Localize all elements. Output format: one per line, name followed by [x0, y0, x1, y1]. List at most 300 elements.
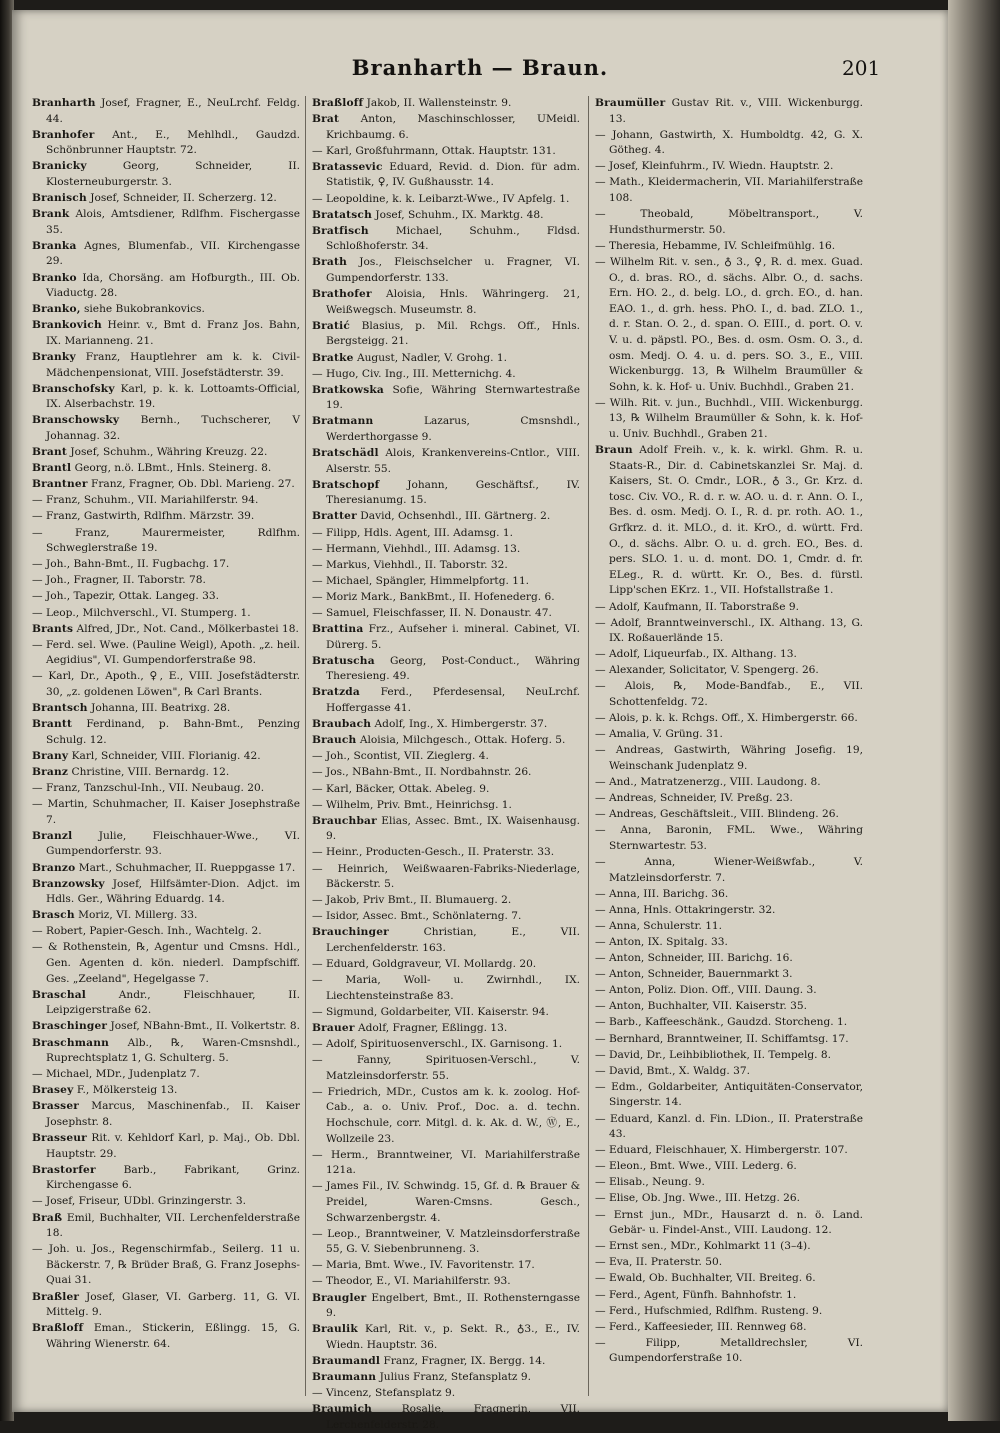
directory-entry: [32, 493, 300, 509]
entry-surname: Braschinger: [32, 1020, 108, 1033]
entry-surname: Bratassevic: [312, 160, 383, 173]
entry-surname: Bratatsch: [312, 208, 372, 221]
entry-details: Ferd., Pferdesensal, NeuLrchf. Hoffergasse 41.: [326, 686, 581, 715]
entry-details: — Leop., Branntweiner, V. Matzleinsdorferstraße 55, G. V. Siebenbrunneng. 3.: [312, 1227, 580, 1256]
directory-entry: [32, 924, 300, 940]
directory-entry: [595, 951, 863, 967]
entry-surname: Branz: [32, 765, 69, 778]
entry-details: — Alois, ℞, Mode-Bandfab., E., VII. Schottenfeldg. 72.: [595, 680, 863, 709]
entry-details: Engelbert, Bmt., II. Rothensterngasse 9.: [326, 1291, 580, 1320]
entry-surname: Branko: [32, 271, 77, 284]
entry-details: — Ewald, Ob. Buchhalter, VII. Breiteg. 6.: [595, 1272, 816, 1285]
entry-details: — Edm., Goldarbeiter, Antiquitäten-Conservator, Singerstr. 14.: [595, 1080, 863, 1109]
entry-details: — Sigmund, Goldarbeiter, VII. Kaiserstr. 94.: [312, 1005, 549, 1018]
entry-details: — Moriz Mark., BankBmt., II. Hofenederg. 6.: [312, 590, 555, 603]
directory-entry: [595, 1255, 863, 1271]
directory-entry: [595, 207, 863, 238]
entry-details: — Jos., NBahn-Bmt., II. Nordbahnstr. 26.: [312, 766, 532, 779]
directory-entry: [312, 1053, 580, 1084]
entry-details: Marcus, Maschinenfab., II. Kaiser Josephstr. 8.: [46, 1100, 300, 1128]
entry-details: Andr., Fleischhauer, II. Leipzigerstraße 62.: [46, 988, 300, 1017]
entry-surname: Braßloff: [312, 97, 364, 109]
directory-entry: [312, 255, 580, 286]
directory-entry: [595, 1175, 863, 1191]
entry-details: — Elisab., Neung. 9.: [595, 1176, 705, 1189]
directory-entry: [595, 396, 863, 443]
directory-entry: [595, 1239, 863, 1255]
directory-entry: [595, 727, 863, 743]
directory-entry: [595, 999, 863, 1015]
entry-surname: Braßler: [32, 1290, 80, 1303]
directory-entry: [595, 128, 863, 159]
directory-entry: [312, 957, 580, 973]
directory-entry: [32, 271, 300, 302]
entry-details: — Alexander, Solicitator, V. Spengerg. 26.: [595, 664, 819, 677]
entry-surname: Braubach: [312, 718, 372, 731]
directory-entry: [595, 887, 863, 903]
directory-entry: [312, 765, 580, 781]
entry-surname: Branicky: [32, 160, 87, 173]
entry-details: — Eduard, Kanzl. d. Fin. LDion., II. Praterstraße 43.: [595, 1112, 863, 1141]
page-number: 201: [842, 56, 881, 80]
entry-details: Ferdinand, p. Bahn-Bmt., Penzing Schulg. 12.: [46, 718, 300, 746]
directory-entry: [312, 224, 580, 255]
entry-details: — Joh., Bahn-Bmt., II. Fugbachg. 17.: [32, 558, 230, 571]
directory-entry: [595, 1143, 863, 1159]
entry-details: — Franz, Gastwirth, Rdlfhm. Märzstr. 39.: [32, 510, 255, 523]
directory-entry: [312, 1005, 580, 1021]
entry-details: Sofie, Währing Sternwartestraße 19.: [326, 383, 580, 412]
entry-details: — Wilhelm, Priv. Bmt., Heinrichsg. 1.: [312, 798, 512, 811]
entry-details: — Anton, Poliz. Dion. Off., VIII. Daung. 3.: [595, 984, 817, 997]
directory-entry: [312, 1258, 580, 1274]
directory-entry: [312, 1402, 580, 1433]
directory-entry: [312, 685, 580, 716]
directory-entry: [312, 590, 580, 606]
directory-entry: [312, 1386, 580, 1402]
directory-entry: [595, 823, 863, 854]
entry-details: Adolf Freih. v., k. k. wirkl. Ghm. R. u. Staats-R., Dir. d. Cabinetskanzlei Sr. Maj. d. Kaisers, St. O. Cmdr., LOR., ♁ 3., Gr. Krz. d. tosc. Civ. VO., R. d. r. w. AO. u. d. r. Ann. O. I., Bes. d. osm. Medj. O. I., R. d. pr. roth. AO. 1., Grfkrz. d. it. MLO., d. it. KrO., d. württ. Frd. O., d. sächs. Albr. O. u. d. grch. EO., Bes. d. pers. SLO. 1. u. d. mont. DO. 1, Cmdr. d. fr. ELeg., R. d. württ. Kr. O., Bes. d. fürstl. Lipp'schen EKrz. 1., VII. Hofstallstraße 1.: [609, 444, 863, 597]
directory-entry: [312, 606, 580, 622]
entry-details: Georg, Post-Conduct., Währing Theresieng. 49.: [326, 654, 580, 683]
directory-entry: [312, 574, 580, 590]
entry-details: Bernh., Tuchscherer, V Johannag. 32.: [46, 414, 300, 442]
directory-entry: [32, 669, 300, 700]
entry-details: Alb., ℞, Waren-Cmsnshdl., Ruprechtsplatz 1, G. Schulterg. 5.: [46, 1036, 301, 1065]
directory-entry: [312, 1037, 580, 1053]
entry-details: Christian, E., VII. Lerchenfelderstr. 163.: [326, 926, 580, 954]
entry-details: — Ferd., Hufschmied, Rdlfhm. Rusteng. 9.: [595, 1304, 823, 1317]
directory-entry: [595, 443, 863, 599]
entry-details: Franz, Fragner, Ob. Dbl. Marieng. 27.: [91, 478, 295, 491]
entry-details: Aloisia, Milchgesch., Ottak. Hoferg. 5.: [359, 734, 566, 747]
entry-details: Josef, Fragner, E., NeuLrchf. Feldg. 44.: [46, 97, 300, 125]
entry-surname: Brank: [32, 208, 70, 221]
entry-details: Franz, Fragner, IX. Bergg. 14.: [383, 1354, 546, 1367]
directory-entry: [32, 1099, 300, 1130]
directory-entry: [32, 908, 300, 924]
directory-entry: [312, 925, 580, 956]
entry-surname: Brantl: [32, 462, 72, 475]
directory-entry: [312, 112, 580, 143]
directory-entry: [312, 160, 580, 191]
entry-surname: Brauch: [312, 734, 357, 747]
entry-details: — Eva, II. Praterstr. 50.: [595, 1256, 723, 1269]
entry-surname: Brant: [32, 446, 67, 459]
entry-details: Elias, Assec. Bmt., IX. Waisenhausg. 9.: [326, 814, 580, 843]
directory-entry: [32, 1194, 300, 1210]
entry-details: — Josef, Friseur, UDbl. Grinzingerstr. 3.: [32, 1195, 246, 1208]
entry-details: Moriz, VI. Millerg. 33.: [78, 909, 198, 922]
entry-details: — Fanny, Spirituosen-Verschl., V. Matzleinsdorferstr. 55.: [312, 1054, 580, 1082]
directory-entry: [595, 1032, 863, 1048]
column-divider: [588, 96, 589, 1396]
entry-details: — Franz, Maurermeister, Rdlfhm. Schweglerstraße 19.: [32, 526, 300, 555]
directory-entry: [595, 1015, 863, 1031]
directory-entry: [595, 1080, 863, 1111]
entry-surname: Braschal: [32, 988, 87, 1001]
entry-details: — Ernst sen., MDr., Kohlmarkt 11 (3–4).: [595, 1240, 811, 1253]
entry-details: Adolf, Ing., X. Himbergerstr. 37.: [374, 718, 548, 731]
entry-details: Karl, Rit. v., p. Sekt. R., ♁3., E., IV. Wiedn. Hauptstr. 36.: [326, 1323, 580, 1351]
entry-details: — Filipp, Hdls. Agent, III. Adamsg. 1.: [312, 526, 514, 539]
directory-entry: [312, 1227, 580, 1258]
entry-details: — Heinrich, Weißwaaren-Fabriks-Niederlage, Bäckerstr. 5.: [312, 862, 580, 891]
entry-details: — Robert, Papier-Gesch. Inh., Wachtelg. 2.: [32, 925, 262, 938]
entry-details: Josef, NBahn-Bmt., II. Volkertstr. 8.: [110, 1020, 300, 1033]
entry-details: Jos., Fleischselcher u. Fragner, VI. Gumpendorferstr. 133.: [326, 256, 580, 285]
directory-entry: [32, 461, 300, 477]
directory-entry: [312, 862, 580, 893]
directory-entry: [32, 1290, 300, 1321]
entry-details: Franz, Hauptlehrer am k. k. Civil-Mädchenpensionat, VIII. Josefstädterstr. 39.: [46, 351, 300, 379]
directory-entry: [32, 96, 300, 127]
directory-entry: [312, 1291, 580, 1322]
entry-details: — Leopoldine, k. k. Leibarzt-Wwe., IV Apfelg. 1.: [312, 192, 570, 205]
directory-entry: [32, 1067, 300, 1083]
directory-entry: [32, 1211, 300, 1242]
entry-surname: Bratschopf: [312, 478, 380, 491]
entry-details: Mart., Schuhmacher, II. Rueppgasse 17.: [78, 861, 296, 874]
directory-entry: [312, 814, 580, 845]
directory-entry: [595, 1336, 863, 1367]
entry-surname: Braumandl: [312, 1354, 381, 1367]
entry-details: — Adolf, Kaufmann, II. Taborstraße 9.: [595, 600, 799, 613]
entry-details: — James Fil., IV. Schwindg. 15, Gf. d. ℞ Brauer & Preidel, Waren-Cmsns. Gesch., Schwarzenbergstr. 4.: [312, 1180, 580, 1224]
entry-details: — Anton, Buchhalter, VII. Kaiserstr. 35.: [595, 1000, 807, 1013]
entry-details: — Franz, Schuhm., VII. Mariahilferstr. 94.: [32, 494, 259, 507]
entry-details: — Anna, Hnls. Ottakringerstr. 32.: [595, 903, 776, 916]
directory-entry: [595, 159, 863, 175]
page-right-edge: [948, 0, 1000, 1421]
directory-entry: [595, 255, 863, 395]
entry-details: Aloisia, Hnls. Währingerg. 21, Weißwegsch. Museumstr. 8.: [326, 288, 580, 316]
directory-entry: [312, 144, 580, 160]
directory-entry: [32, 622, 300, 638]
entry-details: — Ferd., Kaffeesieder, III. Rennweg 68.: [595, 1320, 807, 1333]
entry-details: Anton, Maschinschlosser, UMeidl. Krichbaumg. 6.: [326, 113, 580, 141]
directory-entry: [312, 909, 580, 925]
column-2: [312, 96, 581, 1431]
directory-entry: [32, 1242, 300, 1289]
entry-details: Josef, Hilfsämter-Dion. Adjct. im Hdls. Ger., Währing Eduardg. 14.: [46, 877, 300, 906]
directory-entry: [312, 509, 580, 525]
entry-details: — Herm., Branntweiner, VI. Mariahilferstraße 121a.: [312, 1148, 580, 1177]
entry-details: — Joh. u. Jos., Regenschirmfab., Seilerg. 11 u. Bäckerstr. 7, ℞ Brüder Braß, G. Franz Josephs-Quai 31.: [32, 1243, 300, 1287]
entry-surname: Bratke: [312, 351, 354, 364]
entry-details: — Ernst jun., MDr., Hausarzt d. n. ö. Land. Gebär- u. Findel-Anst., VIII. Laudong. 12.: [595, 1208, 863, 1237]
directory-entry: [312, 367, 580, 383]
entry-details: — Anton, Schneider, Bauernmarkt 3.: [595, 968, 793, 981]
entry-details: — Andreas, Gastwirth, Währing Josefig. 19, Weinschank Judenplatz 9.: [595, 744, 863, 772]
entry-details: Agnes, Blumenfab., VII. Kirchengasse 29.: [46, 239, 300, 268]
directory-entry: [312, 96, 580, 112]
directory-entry: [312, 622, 580, 653]
directory-entry: [595, 1159, 863, 1175]
directory-entry: [32, 509, 300, 525]
entry-details: — Friedrich, MDr., Custos am k. k. zoolog. Hof-Cab., a. o. Univ. Prof., Doc. a. d. techn. Hochschule, corr. Mitgl. d. k. Ak. d. W., Ⓦ, E., Wollzeile 23.: [312, 1085, 580, 1145]
directory-entry: [312, 319, 580, 350]
entry-surname: Braß: [32, 1211, 63, 1224]
directory-entry: [312, 526, 580, 542]
directory-entry: [312, 351, 580, 367]
entry-surname: Branzowsky: [32, 877, 105, 890]
entry-surname: Brantt: [32, 718, 73, 731]
entry-details: — Franz, Tanzschul-Inh., VII. Neubaug. 20.: [32, 782, 265, 795]
entry-surname: Braumich: [312, 1403, 373, 1416]
entry-surname: Bratter: [312, 510, 357, 523]
directory-entry: [312, 542, 580, 558]
directory-entry: [312, 1179, 580, 1226]
entry-surname: Brantsch: [32, 702, 88, 715]
directory-entry: [32, 749, 300, 765]
directory-entry: [312, 383, 580, 414]
directory-entry: [595, 616, 863, 647]
entry-details: Michael, Schuhm., Fldsd. Schloßhoferstr. 34.: [326, 224, 580, 253]
entry-details: — Heinr., Producten-Gesch., II. Praterstr. 33.: [312, 846, 555, 859]
entry-details: Johann, Geschäftsf., IV. Theresianumg. 15.: [326, 478, 580, 507]
directory-entry: [312, 749, 580, 765]
entry-details: Blasius, p. Mil. Rchgs. Off., Hnls. Bergsteigg. 21.: [326, 319, 580, 348]
directory-entry: [595, 1191, 863, 1207]
entry-surname: Brath: [312, 256, 347, 269]
entry-details: Alois, Krankenvereins-Cntlor., VIII. Alserstr. 55.: [326, 447, 580, 475]
directory-entry: [595, 855, 863, 886]
directory-entry: [595, 600, 863, 616]
entry-details: — & Rothenstein, ℞, Agentur und Cmsns. Hdl., Gen. Agenten d. kön. niederl. Dampfschiff. Ges. „Zeeland", Hegelgasse 7.: [32, 941, 300, 985]
directory-entry: [312, 654, 580, 685]
entry-details: — Michael, Spängler, Himmelpfortg. 11.: [312, 574, 530, 587]
directory-entry: [32, 797, 300, 828]
entry-details: — Anton, IX. Spitalg. 33.: [595, 935, 728, 948]
entry-details: Rosalie, Fragnerin, VII. Lerchenfelderstr. 28.: [326, 1403, 581, 1431]
entry-details: — Johann, Gastwirth, X. Humboldtg. 42, G. X. Götheg. 4.: [595, 128, 863, 157]
directory-entry: [595, 1208, 863, 1239]
entry-details: David, Ochsenhdl., III. Gärtnerg. 2.: [360, 510, 551, 523]
entry-surname: Brants: [32, 622, 74, 635]
directory-page: [12, 10, 948, 1431]
entry-details: — Theodor, E., VI. Mariahilferstr. 93.: [312, 1275, 511, 1288]
entry-surname: Braun: [595, 444, 633, 457]
entry-surname: Bratuscha: [312, 654, 375, 667]
directory-entry: [32, 1321, 300, 1352]
directory-entry: [312, 845, 580, 861]
entry-surname: Brat: [312, 113, 340, 126]
entry-surname: Brauer: [312, 1021, 355, 1034]
directory-entry: [312, 1148, 580, 1179]
directory-entry: [595, 647, 863, 663]
directory-entry: [312, 973, 580, 1004]
entry-surname: Branzo: [32, 861, 76, 874]
entry-details: — Karl, Bäcker, Ottak. Abeleg. 9.: [312, 782, 490, 795]
directory-entry: [595, 239, 863, 255]
directory-entry: [32, 207, 300, 238]
entry-surname: Brattina: [312, 623, 364, 636]
entry-surname: Braschmann: [32, 1036, 109, 1049]
directory-entry: [32, 606, 300, 622]
entry-surname: Bratschädl: [312, 447, 379, 460]
directory-entry: [312, 192, 580, 208]
entry-details: — David, Bmt., X. Waldg. 37.: [595, 1064, 750, 1077]
directory-entry: [32, 1131, 300, 1162]
directory-entry: [32, 318, 300, 349]
entry-surname: Brankovich: [32, 319, 102, 332]
entry-details: Eman., Stickerin, Eßlingg. 15, G. Währing Wienerstr. 64.: [46, 1322, 300, 1350]
entry-details: Barb., Fabrikant, Grinz. Kirchengasse 6.: [46, 1163, 300, 1192]
entry-details: — Theresia, Hebamme, IV. Schleifmühlg. 16.: [595, 239, 836, 252]
directory-entry: [32, 445, 300, 461]
entry-details: Eduard, Revid. d. Dion. für adm. Statistik, ♀, IV. Gußhausstr. 14.: [326, 160, 581, 189]
directory-entry: [32, 988, 300, 1019]
entry-details: — Jakob, Priv Bmt., II. Blumauerg. 2.: [312, 894, 512, 907]
directory-entry: [595, 1112, 863, 1143]
directory-entry: [32, 302, 300, 318]
directory-entry: [312, 1021, 580, 1037]
directory-entry: [312, 208, 580, 224]
directory-entry: [32, 589, 300, 605]
entry-surname: Brany: [32, 749, 69, 762]
directory-entry: [32, 382, 300, 413]
entry-details: Rit. v. Kehldorf Karl, p. Maj., Ob. Dbl. Hauptstr. 29.: [46, 1132, 300, 1160]
directory-entry: [32, 1036, 300, 1067]
directory-entry: [312, 1354, 580, 1370]
column-1: [32, 96, 300, 1396]
directory-entry: [32, 526, 300, 557]
entry-surname: Brantner: [32, 478, 88, 491]
directory-entry: [312, 1322, 580, 1353]
directory-entry: [595, 1271, 863, 1287]
directory-entry: [595, 1048, 863, 1064]
directory-entry: [312, 1370, 580, 1386]
entry-surname: Brasch: [32, 909, 75, 922]
entry-details: Ant., E., Mehlhdl., Gaudzd. Schönbrunner Hauptstr. 72.: [46, 128, 300, 157]
entry-details: Josef, Glaser, VI. Garberg. 11, G. VI. Mittelg. 9.: [46, 1290, 300, 1319]
entry-details: — Amalia, V. Grüng. 31.: [595, 728, 723, 741]
directory-entry: [32, 717, 300, 748]
directory-entry: [312, 733, 580, 749]
entry-details: — Karl, Großfuhrmann, Ottak. Hauptstr. 131.: [312, 144, 556, 157]
entry-details: Jakob, II. Wallensteinstr. 9.: [366, 97, 512, 109]
entry-surname: Branisch: [32, 192, 87, 205]
entry-details: Alfred, JDr., Not. Cand., Mölkerbastei 18.: [76, 622, 299, 635]
directory-entry: [595, 679, 863, 710]
directory-entry: [595, 743, 863, 774]
directory-entry: [312, 893, 580, 909]
entry-surname: Brathofer: [312, 288, 372, 301]
directory-entry: [312, 798, 580, 814]
directory-entry: [595, 935, 863, 951]
entry-surname: Bratić: [312, 319, 350, 332]
directory-entry: [312, 1274, 580, 1290]
directory-entry: [595, 1288, 863, 1304]
entry-details: Georg, Schneider, II. Klosterneuburgerstr. 3.: [46, 160, 301, 188]
entry-details: — Hugo, Civ. Ing., III. Metternichg. 4.: [312, 367, 516, 380]
entry-details: — Martin, Schuhmacher, II. Kaiser Josephstraße 7.: [32, 798, 300, 826]
entry-details: — Theobald, Möbeltransport., V. Hundsthurmerstr. 50.: [595, 208, 863, 236]
directory-entry: [595, 663, 863, 679]
directory-entry: [595, 1304, 863, 1320]
directory-entry: [32, 1083, 300, 1099]
entry-details: — Wilhelm Rit. v. sen., ♁ 3., ♀, R. d. mex. Guad. O., d. bras. RO., d. sächs. Albr. O., d. sachs. Ern. HO. 2., d. belg. LO., d. grch. EO., d. han. EAO. 1., d. grh. hess. PhO. I., d. bad. ZLO. 1., d. r. Stan. O. 2., d. span. O. EIII., d. port. O. v. V. u. d. päpstl. PO., Bes. d. osm. Osm. O. 3., d. osm. Medj. O. 4. u. d. pers. SO. 3., E., VIII. Wickenburgg. 13, ℞ Wilhelm Braumüller & Sohn, k. k. Hof- u. Univ. Buchhdl., Graben 21.: [595, 255, 863, 393]
entry-details: — Adolf, Branntweinverschl., IX. Althang. 13, G. IX. Roßauerlände 15.: [595, 616, 863, 645]
entry-details: — Joh., Tapezir, Ottak. Langeg. 33.: [32, 590, 219, 603]
entry-surname: Branko,: [32, 303, 81, 316]
entry-surname: Brauchinger: [312, 926, 389, 939]
entry-surname: Branzl: [32, 829, 73, 842]
directory-entry: [312, 558, 580, 574]
entry-details: — Maria, Bmt. Wwe., IV. Favoritenstr. 17.: [312, 1259, 535, 1272]
directory-entry: [32, 1163, 300, 1194]
entry-details: — Eduard, Fleischhauer, X. Himbergerstr. 107.: [595, 1144, 848, 1157]
entry-details: Alois, Amtsdiener, Rdlfhm. Fischergasse 35.: [46, 208, 300, 236]
entry-details: — Ferd., Agent, Fünfh. Bahnhofstr. 1.: [595, 1288, 797, 1301]
entry-details: — Wilh. Rit. v. jun., Buchhdl., VIII. Wickenburgg. 13, ℞ Wilhelm Braumüller & Sohn, k. k. Hof- u. Univ. Buchhdl., Graben 21.: [595, 396, 863, 440]
directory-entry: [32, 829, 300, 860]
entry-details: August, Nadler, V. Grohg. 1.: [356, 351, 508, 364]
entry-details: — Josef, Kleinfuhrm., IV. Wiedn. Hauptstr. 2.: [595, 160, 834, 173]
directory-entry: [312, 287, 580, 318]
directory-entry: [312, 717, 580, 733]
entry-details: F., Mölkersteig 13.: [76, 1084, 178, 1097]
entry-details: — Adolf, Spirituosenverschl., IX. Garnisong. 1.: [312, 1038, 563, 1051]
entry-details: — Anna, Wiener-Weißwfab., V. Matzleinsdorferstr. 7.: [595, 856, 863, 884]
entry-surname: Braulik: [312, 1323, 358, 1336]
entry-surname: Branschofsky: [32, 382, 115, 395]
entry-details: — Samuel, Fleischfasser, II. N. Donaustr. 47.: [312, 607, 552, 619]
entry-details: — Eleon., Bmt. Wwe., VIII. Lederg. 6.: [595, 1160, 797, 1173]
entry-details: Julius Franz, Stefansplatz 9.: [379, 1371, 531, 1383]
entry-details: — Bernhard, Branntweiner, II. Schiffamtsg. 17.: [595, 1032, 849, 1045]
entry-surname: Braumann: [312, 1371, 377, 1383]
entry-details: — Joh., Fragner, II. Taborstr. 78.: [32, 574, 206, 587]
entry-surname: Brasseur: [32, 1132, 87, 1145]
entry-surname: Brauchbar: [312, 814, 377, 827]
entry-details: Gustav Rit. v., VIII. Wickenburgg. 13.: [609, 97, 863, 125]
entry-details: — Elise, Ob. Jng. Wwe., III. Hetzg. 26.: [595, 1192, 801, 1205]
directory-entry: [32, 781, 300, 797]
entry-details: — Barb., Kaffeeschänk., Gaudzd. Storcheng. 1.: [595, 1016, 848, 1029]
entry-surname: Braßloff: [32, 1322, 84, 1335]
directory-entry: [595, 775, 863, 791]
entry-surname: Bratzda: [312, 686, 360, 699]
entry-details: — Joh., Scontist, VII. Zieglerg. 4.: [312, 750, 489, 763]
entry-details: Emil, Buchhalter, VII. Lerchenfelderstraße 18.: [46, 1211, 300, 1240]
entry-details: — And., Matratzenerzg., VIII. Laudong. 8.: [595, 776, 821, 789]
entry-surname: Braumüller: [595, 97, 666, 109]
directory-entry: [595, 903, 863, 919]
directory-entry: [32, 877, 300, 908]
directory-entry: [312, 1085, 580, 1147]
